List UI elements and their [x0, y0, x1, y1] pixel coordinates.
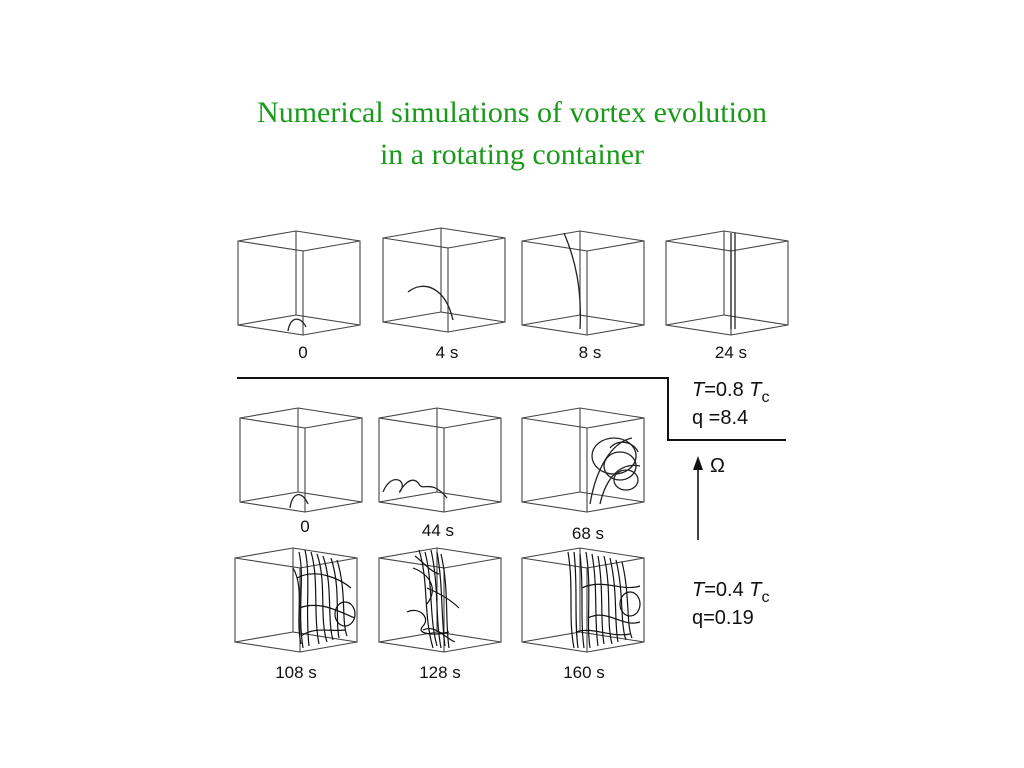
caption-mid-44s: 44 s [421, 521, 455, 540]
cube-mid-0 [240, 408, 362, 512]
cube-bot-108s [235, 548, 357, 652]
param-q-bottom: q=0.19 [692, 607, 754, 629]
cube-mid-68s [522, 408, 644, 512]
rotation-arrow [693, 456, 703, 540]
caption-mid-0: 0 [300, 517, 310, 536]
cube-bot-160s [522, 548, 644, 652]
caption-bot-160s: 160 s [563, 663, 605, 682]
param-temperature-top: T=0.8 $T_c$ [692, 379, 770, 406]
caption-bot-108s: 108 s [275, 663, 317, 682]
param-temperature-bottom: T=0.4 $T_c$ [692, 579, 770, 606]
caption-top-0: 0 [298, 343, 308, 362]
cube-top-4s [383, 228, 505, 332]
cube-mid-44s [379, 408, 501, 512]
title-line-1: Numerical simulations of vortex evolution [257, 96, 767, 129]
caption-top-4s: 4 s [435, 343, 459, 362]
cube-top-24s [666, 231, 788, 335]
caption-top-24s: 24 s [714, 343, 748, 362]
cube-top-0 [238, 231, 360, 335]
param-q-top: q =8.4 [692, 407, 749, 429]
omega-label: Ω [710, 455, 725, 477]
caption-mid-68s: 68 s [571, 524, 605, 543]
cube-top-8s [522, 231, 644, 335]
caption-top-8s: 8 s [578, 343, 602, 362]
caption-bot-128s: 128 s [419, 663, 461, 682]
title-line-2: in a rotating container [379, 138, 645, 171]
cube-bot-128s [379, 548, 501, 652]
